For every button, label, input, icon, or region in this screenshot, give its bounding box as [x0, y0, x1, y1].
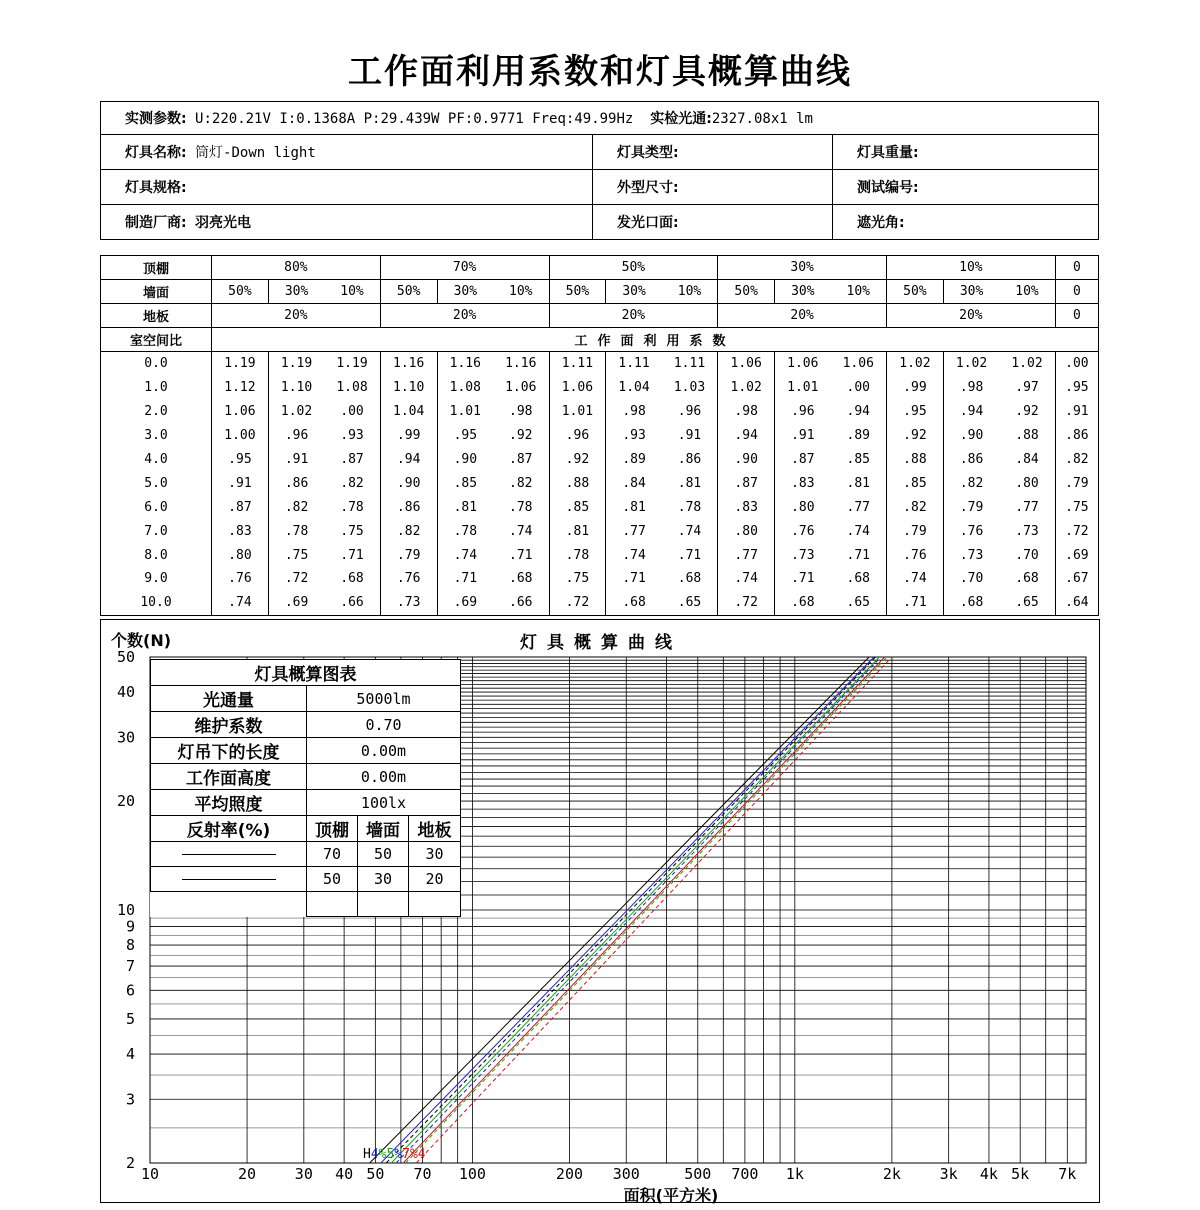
- cu-value: .91: [284, 452, 309, 467]
- cu-value: .85: [549, 495, 606, 519]
- rcr-value: 4.0: [101, 448, 212, 472]
- wall-value: 50%: [212, 280, 269, 304]
- rcr-value: 0.0: [101, 352, 212, 376]
- cu-value: .78: [549, 543, 606, 567]
- cu-value: .78: [284, 523, 309, 539]
- flux-value: 2327.08x1 lm: [711, 111, 813, 127]
- cu-value: .84: [999, 448, 1055, 472]
- cu-value: .70: [999, 543, 1055, 567]
- cu-value: .77: [999, 495, 1055, 519]
- cu-value: 1.02: [887, 352, 944, 376]
- cu-value: .90: [718, 448, 775, 472]
- cu-value: .68: [662, 567, 718, 591]
- cu-value: 1.19: [324, 352, 380, 376]
- cu-value: .00: [831, 376, 887, 400]
- legend-wp-label: 工作面高度: [151, 764, 307, 790]
- cu-value: .69: [1055, 543, 1098, 567]
- y-tick-label: 50: [116, 648, 135, 666]
- floor-value: 20%: [887, 304, 1056, 328]
- cu-value: 1.06: [787, 356, 819, 372]
- cu-value: 1.11: [662, 352, 718, 376]
- cu-value: .82: [959, 475, 984, 491]
- cu-value: 1.01: [549, 400, 606, 424]
- cu-value: .74: [493, 519, 549, 543]
- y-tick-label: 40: [116, 683, 135, 702]
- legend-empty: [151, 892, 307, 917]
- cu-value: .86: [662, 448, 718, 472]
- cu-value: .93: [324, 424, 380, 448]
- cu-value: .77: [622, 523, 646, 539]
- cu-value: .75: [549, 567, 606, 591]
- cu-value: .81: [662, 471, 718, 495]
- rcr-value: 7.0: [101, 519, 212, 543]
- rcr-value: 9.0: [101, 567, 212, 591]
- cu-value: .76: [212, 567, 269, 591]
- cu-value: .95: [453, 428, 478, 444]
- wall-value: 30%: [437, 280, 493, 304]
- cu-value: .00: [1055, 352, 1098, 376]
- cu-value: .71: [831, 543, 887, 567]
- cu-value: 1.08: [449, 380, 481, 396]
- cu-value: .72: [1055, 519, 1098, 543]
- wall-value: 30%: [943, 280, 999, 304]
- cu-value: .74: [831, 519, 887, 543]
- rcr-value: 5.0: [101, 471, 212, 495]
- legend-flux-value: 5000lm: [307, 686, 461, 712]
- cu-value: .94: [718, 424, 775, 448]
- cu-value: 1.06: [549, 376, 606, 400]
- name-label: 灯具名称:: [125, 145, 187, 161]
- legend-r2-wall: 30: [358, 867, 409, 892]
- legend-flux-label: 光通量: [151, 686, 307, 712]
- cu-value: .86: [959, 452, 984, 467]
- cu-value: .87: [324, 448, 380, 472]
- x-tick-label: 30: [294, 1165, 313, 1183]
- cu-value: .75: [284, 547, 309, 563]
- cu-value: .96: [791, 404, 815, 420]
- cu-value: .80: [718, 519, 775, 543]
- aperture-label: 发光口面:: [617, 215, 679, 231]
- shield-label: 遮光角:: [857, 215, 905, 231]
- cu-label: 工作面利用系数: [212, 328, 1099, 352]
- cu-value: .69: [437, 591, 493, 615]
- cu-value: .78: [662, 495, 718, 519]
- cu-value: .83: [212, 519, 269, 543]
- cu-value: .73: [959, 547, 984, 563]
- flux-label: 实检光通:: [650, 111, 712, 127]
- legend-wp-value: 0.00m: [307, 764, 461, 790]
- cu-value: 1.16: [493, 352, 549, 376]
- cu-value: .90: [380, 471, 437, 495]
- spec-label: 灯具规格:: [125, 180, 187, 196]
- legend-col-floor: 地板: [409, 816, 461, 842]
- rcr-value: 2.0: [101, 400, 212, 424]
- rcr-value: 1.0: [101, 376, 212, 400]
- cu-value: 1.16: [380, 352, 437, 376]
- estimate-legend-table: [150, 659, 461, 917]
- legend-mf-value: 0.70: [307, 712, 461, 738]
- ceiling-value: 0: [1055, 256, 1098, 280]
- cu-value: .86: [1055, 424, 1098, 448]
- cu-value: .95: [212, 448, 269, 472]
- wall-value: 0: [1055, 280, 1098, 304]
- x-axis-label: 面积(平方米): [623, 1186, 719, 1205]
- cu-value: .90: [959, 428, 984, 444]
- rcr-value: 10.0: [101, 591, 212, 615]
- cu-value: .71: [622, 571, 646, 587]
- wall-value: 10%: [324, 280, 380, 304]
- cu-value: .81: [831, 471, 887, 495]
- x-tick-label: 100: [458, 1165, 486, 1183]
- y-tick-label: 10: [116, 901, 135, 919]
- wall-value: 10%: [493, 280, 549, 304]
- cu-value: .81: [453, 499, 478, 515]
- maker-label: 制造厂商:: [125, 215, 187, 231]
- cu-value: .79: [380, 543, 437, 567]
- cu-value: 1.12: [212, 376, 269, 400]
- cu-value: .91: [791, 428, 815, 444]
- cu-value: .91: [212, 471, 269, 495]
- cu-value: 1.01: [449, 404, 481, 420]
- cu-value: .99: [380, 424, 437, 448]
- y-tick-label: 2: [125, 1154, 135, 1172]
- cu-value: 1.11: [618, 356, 650, 372]
- cu-value: .76: [380, 567, 437, 591]
- legend-title: 灯具概算图表: [151, 660, 461, 686]
- cu-value: .82: [1055, 448, 1098, 472]
- legend-col-wall: 墙面: [358, 816, 409, 842]
- cu-value: .97: [999, 376, 1055, 400]
- cu-value: .88: [887, 448, 944, 472]
- cu-value: .68: [775, 591, 831, 615]
- cu-value: .91: [662, 424, 718, 448]
- legend-mf-label: 维护系数: [151, 712, 307, 738]
- floor-value: 20%: [380, 304, 549, 328]
- y-tick-label: 6: [125, 981, 135, 1000]
- cu-value: .00: [324, 400, 380, 424]
- maker-value: 羽亮光电: [195, 215, 252, 231]
- cu-value: .82: [887, 495, 944, 519]
- cu-value: .78: [453, 523, 478, 539]
- y-tick-label: 7: [125, 957, 135, 976]
- cu-value: .74: [718, 567, 775, 591]
- x-tick-label: 10: [140, 1165, 160, 1183]
- x-tick-label: 200: [555, 1165, 584, 1183]
- cu-value: .77: [718, 543, 775, 567]
- cu-value: .73: [380, 591, 437, 615]
- cu-value: .96: [284, 428, 309, 444]
- cu-value: 1.01: [787, 380, 819, 396]
- x-tick-label: 50: [366, 1165, 385, 1183]
- legend-col-ceiling: 顶棚: [307, 816, 358, 842]
- floor-value: 20%: [718, 304, 887, 328]
- ceiling-value: 30%: [718, 256, 887, 280]
- rcr-label: 室空间比: [101, 328, 212, 352]
- type-label: 灯具类型:: [617, 145, 679, 161]
- floor-value: 20%: [212, 304, 381, 328]
- rcr-value: 6.0: [101, 495, 212, 519]
- wall-value: 30%: [268, 280, 324, 304]
- cu-value: .79: [959, 499, 984, 515]
- wall-value: 10%: [999, 280, 1055, 304]
- cu-value: .68: [999, 567, 1055, 591]
- cu-value: 1.19: [280, 356, 313, 372]
- cu-value: .82: [380, 519, 437, 543]
- cu-value: .68: [324, 567, 380, 591]
- cu-value: .66: [324, 591, 380, 615]
- legend-refl-label: 反射率(%): [151, 816, 307, 842]
- cu-value: .71: [324, 543, 380, 567]
- cu-value: .95: [887, 400, 944, 424]
- chart-title: 灯具概算曲线: [520, 633, 682, 653]
- cu-value: .65: [662, 591, 718, 615]
- wall-value: 50%: [887, 280, 944, 304]
- cu-value: .91: [1055, 400, 1098, 424]
- cu-value: .85: [887, 471, 944, 495]
- cu-value: .87: [212, 495, 269, 519]
- y-tick-label: 3: [125, 1090, 135, 1109]
- x-tick-label: 700: [731, 1165, 759, 1183]
- rcr-value: 8.0: [101, 543, 212, 567]
- legend-line-second: [151, 867, 307, 892]
- ceiling-value: 80%: [212, 256, 381, 280]
- cu-value: .87: [493, 448, 549, 472]
- cu-value: .79: [1055, 471, 1098, 495]
- cu-value: .76: [887, 543, 944, 567]
- cu-value: 1.06: [718, 352, 775, 376]
- cu-value: .92: [549, 448, 606, 472]
- cu-value: .89: [831, 424, 887, 448]
- cu-value: .76: [791, 523, 815, 539]
- legend-r2-floor: 20: [409, 867, 461, 892]
- wall-value: 10%: [662, 280, 718, 304]
- legend-pendant-label: 灯吊下的长度: [151, 738, 307, 764]
- cu-value: .98: [718, 400, 775, 424]
- cu-value: 1.16: [449, 356, 481, 372]
- cu-value: .86: [380, 495, 437, 519]
- wall-value: 50%: [718, 280, 775, 304]
- cu-value: .73: [791, 547, 815, 563]
- cu-value: 1.08: [324, 376, 380, 400]
- x-tick-label: 4k: [979, 1165, 998, 1183]
- legend-r2-ceiling: 50: [307, 867, 358, 892]
- cu-value: .71: [493, 543, 549, 567]
- cu-value: .94: [959, 404, 984, 420]
- legend-line-solid: [151, 842, 307, 867]
- wall-value: 50%: [380, 280, 437, 304]
- cu-value: .98: [493, 400, 549, 424]
- cu-value: 1.06: [831, 352, 887, 376]
- cu-value: .71: [887, 591, 944, 615]
- cu-value: .90: [453, 452, 478, 467]
- cu-value: .92: [493, 424, 549, 448]
- ceiling-value: 70%: [380, 256, 549, 280]
- cu-value: .71: [662, 543, 718, 567]
- testno-label: 测试编号:: [857, 180, 919, 196]
- cu-value: .80: [212, 543, 269, 567]
- legend-pendant-value: 0.00m: [307, 738, 461, 764]
- wall-value: 10%: [831, 280, 887, 304]
- cu-value: .70: [959, 571, 984, 587]
- legend-lux-value: 100lx: [307, 790, 461, 816]
- cu-value: .68: [943, 591, 999, 615]
- cu-value: 1.04: [380, 400, 437, 424]
- cu-value: .99: [887, 376, 944, 400]
- cu-value: 1.03: [662, 376, 718, 400]
- cu-value: .96: [662, 400, 718, 424]
- floor-value: 20%: [549, 304, 718, 328]
- x-tick-label: 7k: [1058, 1165, 1077, 1183]
- y-tick-label: 8: [125, 936, 135, 955]
- wall-value: 30%: [606, 280, 662, 304]
- cu-value: .82: [284, 499, 309, 515]
- cu-value: .79: [887, 519, 944, 543]
- cu-value: 1.11: [549, 352, 606, 376]
- cu-value: .75: [324, 519, 380, 543]
- cu-value: 1.06: [212, 400, 269, 424]
- cu-value: .82: [324, 471, 380, 495]
- x-tick-label: 70: [413, 1165, 432, 1183]
- cu-value: .81: [549, 519, 606, 543]
- cu-value: .87: [718, 471, 775, 495]
- cu-value: .69: [268, 591, 324, 615]
- cu-value: .67: [1055, 567, 1098, 591]
- cu-value: .88: [999, 424, 1055, 448]
- cu-value: .71: [453, 571, 478, 587]
- x-tick-label: 20: [238, 1165, 257, 1183]
- cu-value: .93: [622, 428, 646, 444]
- cu-value: .68: [831, 567, 887, 591]
- cu-value: .72: [284, 571, 309, 587]
- cu-value: .68: [606, 591, 662, 615]
- cu-value: .74: [212, 591, 269, 615]
- cu-value: .98: [959, 380, 984, 396]
- cu-value: .96: [549, 424, 606, 448]
- cu-value: .84: [622, 475, 646, 491]
- cu-value: .66: [493, 591, 549, 615]
- cu-value: .78: [493, 495, 549, 519]
- cu-value: .65: [999, 591, 1055, 615]
- legend-r1-floor: 30: [409, 842, 461, 867]
- legend-r1-wall: 50: [358, 842, 409, 867]
- cu-value: 1.02: [999, 352, 1055, 376]
- cu-value: .64: [1055, 591, 1098, 615]
- y-axis-label: 个数(N): [111, 631, 172, 650]
- cu-value: .94: [380, 448, 437, 472]
- cu-value: .74: [887, 567, 944, 591]
- cu-value: 1.02: [718, 376, 775, 400]
- size-label: 外型尺寸:: [617, 180, 679, 196]
- cu-value: .92: [887, 424, 944, 448]
- ceiling-value: 50%: [549, 256, 718, 280]
- weight-label: 灯具重量:: [857, 145, 919, 161]
- x-tick-label: 40: [335, 1165, 354, 1183]
- legend-r1-ceiling: 70: [307, 842, 358, 867]
- cu-value: .65: [831, 591, 887, 615]
- cu-value: .88: [549, 471, 606, 495]
- cu-value: .89: [622, 452, 646, 467]
- cu-value: .75: [1055, 495, 1098, 519]
- legend-lux-label: 平均照度: [151, 790, 307, 816]
- cu-value: .77: [831, 495, 887, 519]
- cu-value: .83: [791, 475, 815, 491]
- cu-value: .78: [324, 495, 380, 519]
- wall-value: 30%: [775, 280, 831, 304]
- measure-value: U:220.21V I:0.1368A P:29.439W PF:0.9771 Freq:49.99Hz: [195, 111, 634, 127]
- ceiling-value: 10%: [887, 256, 1056, 280]
- y-tick-label: 9: [125, 917, 135, 936]
- cu-value: .72: [549, 591, 606, 615]
- x-tick-label: 3k: [939, 1165, 958, 1183]
- cu-value: .80: [999, 471, 1055, 495]
- cu-value: .86: [284, 475, 309, 491]
- cu-value: .72: [718, 591, 775, 615]
- cu-value: 1.00: [212, 424, 269, 448]
- cu-value: 1.06: [493, 376, 549, 400]
- cu-value: .83: [718, 495, 775, 519]
- cu-value: .80: [791, 499, 815, 515]
- cu-value: .85: [831, 448, 887, 472]
- cu-value: .68: [493, 567, 549, 591]
- cu-value: 1.02: [955, 356, 988, 372]
- cu-value: .95: [1055, 376, 1098, 400]
- cu-value: 1.04: [618, 380, 650, 396]
- cu-value: .94: [831, 400, 887, 424]
- name-value: 筒灯-Down light: [195, 145, 316, 161]
- cu-value: 1.10: [280, 380, 313, 396]
- x-tick-label: 5k: [1011, 1165, 1030, 1183]
- cu-value: 1.02: [280, 404, 313, 420]
- cu-value: .85: [453, 475, 478, 491]
- wall-value: 50%: [549, 280, 606, 304]
- x-tick-label: 2k: [882, 1165, 901, 1183]
- x-tick-label: 300: [612, 1165, 640, 1183]
- ceiling-label: 顶棚: [101, 256, 212, 280]
- y-tick-label: 30: [116, 728, 135, 747]
- cu-value: .74: [453, 547, 478, 563]
- cu-value: .87: [791, 452, 815, 467]
- y-tick-label: 4: [125, 1045, 135, 1064]
- rcr-value: 3.0: [101, 424, 212, 448]
- cu-value: .98: [622, 404, 646, 420]
- cu-value: .74: [622, 547, 646, 563]
- cu-value: 1.19: [212, 352, 269, 376]
- x-tick-label: 1k: [785, 1165, 804, 1183]
- curve-labels: H4%5%7%4: [363, 1147, 426, 1162]
- measure-label: 实测参数:: [125, 111, 187, 127]
- wall-label: 墙面: [101, 280, 212, 304]
- y-tick-label: 20: [116, 792, 135, 811]
- cu-value: .73: [999, 519, 1055, 543]
- floor-label: 地板: [101, 304, 212, 328]
- cu-value: 1.10: [380, 376, 437, 400]
- cu-value: .74: [662, 519, 718, 543]
- page-title: 工作面利用系数和灯具概算曲线: [348, 52, 852, 92]
- cu-value: .81: [622, 499, 646, 515]
- cu-value: .92: [999, 400, 1055, 424]
- cu-value: .76: [959, 523, 984, 539]
- floor-value: 0: [1055, 304, 1098, 328]
- y-tick-label: 5: [125, 1009, 135, 1028]
- cu-value: .71: [791, 571, 815, 587]
- cu-value: .82: [493, 471, 549, 495]
- x-tick-label: 500: [684, 1165, 712, 1183]
